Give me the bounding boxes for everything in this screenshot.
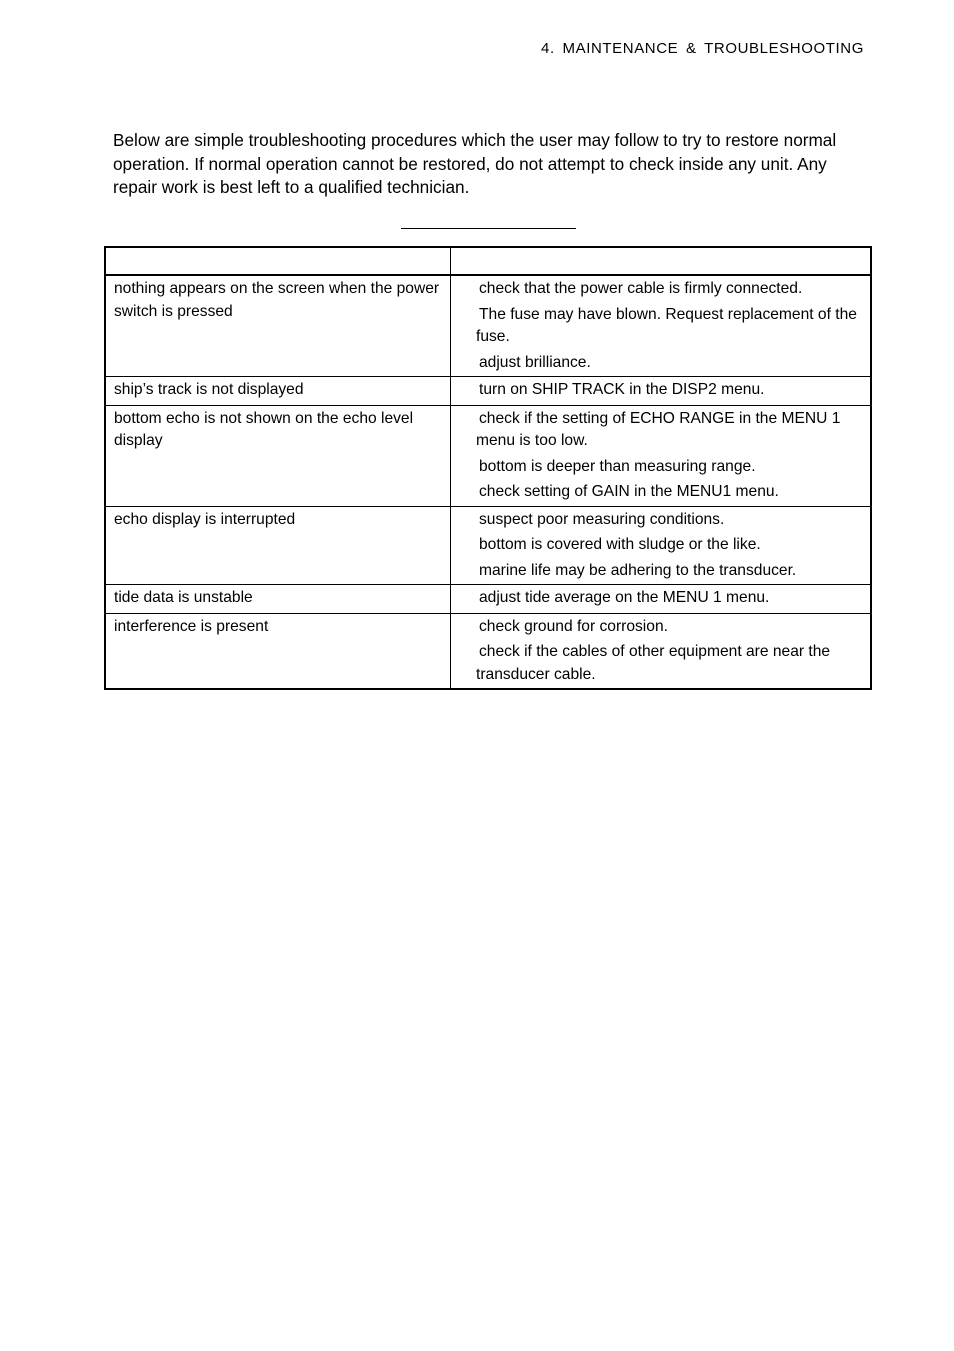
remedy-item: check ground for corrosion. [479,617,668,635]
remedy-item: check if the cables of other equipment are near the transducer cable. [476,643,831,683]
header-problem [105,247,451,275]
problem-cell: nothing appears on the screen when the power switch is pressed [105,275,451,377]
remedy-cell [451,585,872,614]
table-row [105,377,871,406]
remedy-item: check setting of GAIN in the MENU1 menu. [479,483,779,500]
table-row [105,585,871,614]
remedy-item: marine life may be adhering to the transducer. [479,561,797,579]
problem-cell: echo display is interrupted [105,506,451,585]
table-row [105,506,871,585]
remedy-item: turn on SHIP TRACK in the DISP2 menu. [479,381,765,398]
table-header-row [105,247,871,275]
remedy-cell [451,506,872,585]
table-row [105,613,871,689]
remedy-item: adjust brilliance. [479,353,591,371]
problem-cell: interference is present [105,613,451,689]
remedy-cell [451,275,872,377]
remedy-cell [451,405,872,506]
problem-cell: ship’s track is not displayed [105,377,451,406]
table-row [105,275,871,377]
remedy-item: bottom is covered with sludge or the like. [479,536,761,553]
remedy-item: The fuse may have blown. Request replacement of the fuse. [476,305,857,345]
remedy-item: check that the power cable is firmly connected. [479,280,803,297]
header-remedy [451,247,872,275]
problem-cell: bottom echo is not shown on the echo level display [105,405,451,506]
title-underline [401,228,576,229]
page-header: 4. MAINTENANCE & TROUBLESHOOTING [541,40,864,57]
remedy-cell [451,613,872,689]
intro-paragraph: Below are simple troubleshooting procedures which the user may follow to try to restore normal operation. If normal operation cannot be restored, do not attempt to check inside any unit. Any repair work is best left to a qualified technician. [113,130,837,197]
remedy-item: bottom is deeper than measuring range. [479,457,756,475]
table-row [105,405,871,506]
troubleshooting-table [104,246,872,690]
problem-cell: tide data is unstable [105,585,451,614]
remedy-item: suspect poor measuring conditions. [479,510,725,528]
remedy-cell [451,377,872,406]
remedy-item: check if the setting of ECHO RANGE in the MENU 1 menu is too low. [476,409,841,449]
remedy-item: adjust tide average on the MENU 1 menu. [479,589,770,606]
